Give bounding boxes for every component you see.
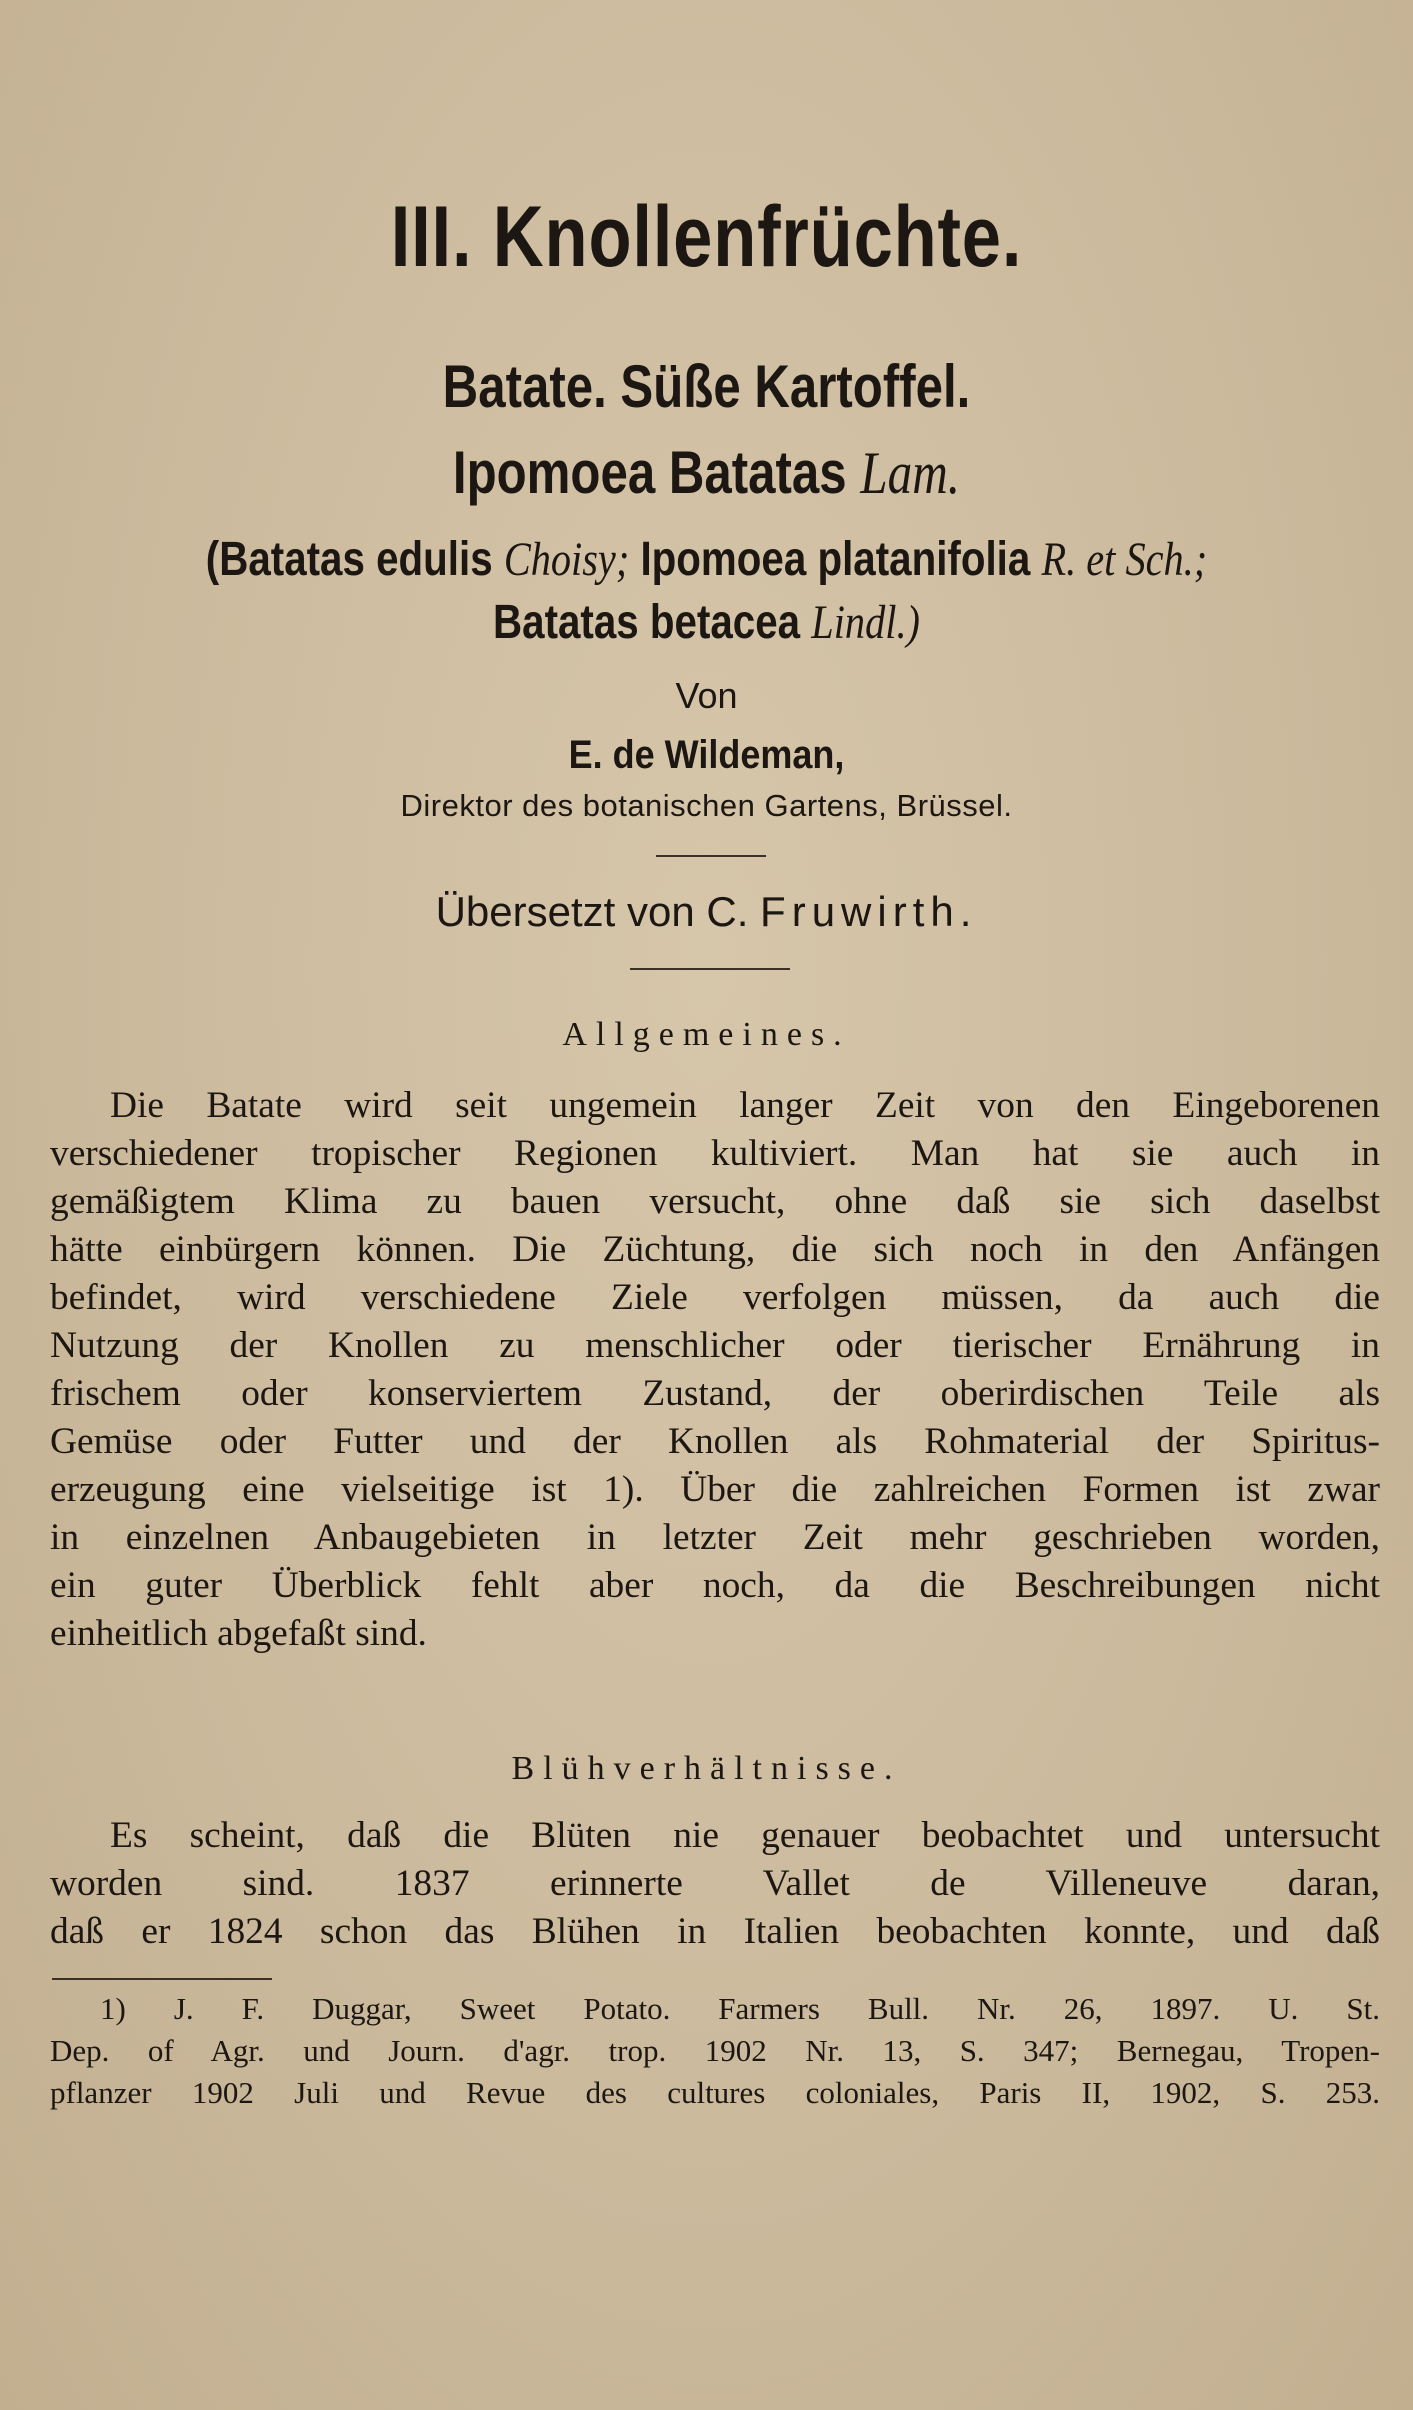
section-heading-allgemeines: Allgemeines. xyxy=(562,1016,851,1053)
subtitle-common-name: Batate. Süße Kartoffel. xyxy=(442,353,971,420)
author-name: E. de Wildeman, xyxy=(568,733,845,777)
text-line: Gemüse oder Futter und der Knollen als Rohmaterial der Spiritus- xyxy=(50,1421,1380,1462)
text-line: Es scheint, daß die Blüten nie genauer beobachtet und untersucht xyxy=(110,1815,1380,1856)
scientific-name: Ipomoea Batatas xyxy=(452,439,847,506)
paragraph-allgemeines xyxy=(50,1082,1380,1658)
footnote-line: pflanzer 1902 Juli und Revue des cultures coloniales, Paris II, 1902, S. 253. xyxy=(50,2075,1380,2110)
text-line: daß er 1824 schon das Blühen in Italien beobachten konnte, und daß xyxy=(50,1911,1380,1952)
text-line: in einzelnen Anbaugebieten in letzter Zeit mehr geschrieben worden, xyxy=(50,1517,1380,1558)
translator-prefix: Übersetzt von C. xyxy=(435,888,749,935)
translator-name: Fruwirth. xyxy=(760,888,978,935)
footnote-rule xyxy=(52,1978,272,1980)
paragraph-bluehverhaeltnisse xyxy=(50,1812,1380,1956)
section-heading-bluehverhaeltnisse: Blühverhältnisse. xyxy=(511,1750,902,1787)
text-line: gemäßigtem Klima zu bauen versucht, ohne daß sie sich daselbst xyxy=(50,1181,1380,1222)
synonyms-line-1 xyxy=(113,532,1300,587)
text-line: frischem oder konserviertem Zustand, der oberirdischen Teile als xyxy=(50,1373,1380,1414)
text-line: Die Batate wird seit ungemein langer Zeit von den Eingeborenen xyxy=(110,1085,1380,1126)
text-line: worden sind. 1837 erinnerte Vallet de Villeneuve daran, xyxy=(50,1863,1380,1904)
footnote xyxy=(50,1988,1380,2114)
subtitle-scientific-name xyxy=(127,438,1286,508)
synonym-2-author: R. et Sch.; xyxy=(1041,533,1208,586)
synonym-1-author: Choisy; xyxy=(503,533,630,586)
text-line: hätte einbürgern können. Die Züchtung, die sich noch in den Anfängen xyxy=(50,1229,1380,1270)
footnote-line: Dep. of Agr. und Journ. d'agr. trop. 1902 Nr. 13, S. 347; Bernegau, Tropen- xyxy=(50,2033,1380,2068)
text-line: ein guter Überblick fehlt aber noch, da die Beschreibungen nicht xyxy=(50,1565,1380,1606)
divider-rule xyxy=(656,855,766,857)
scientific-name-author: Lam. xyxy=(860,440,961,506)
divider-rule xyxy=(630,968,790,970)
synonym-3-author: Lindl.) xyxy=(811,596,920,649)
chapter-title: III. Knollenfrüchte. xyxy=(390,189,1023,285)
synonyms-line-2 xyxy=(113,595,1300,650)
text-line: erzeugung eine vielseitige ist 1). Über die zahlreichen Formen ist zwar xyxy=(50,1469,1380,1510)
synonym-2: Ipomoea platanifolia xyxy=(640,533,1031,586)
text-line: einheitlich abgefaßt sind. xyxy=(50,1613,427,1654)
translator-line xyxy=(0,888,1413,936)
synonym-1: (Batatas edulis xyxy=(205,533,493,586)
text-line: befindet, wird verschiedene Ziele verfolgen müssen, da auch die xyxy=(50,1277,1380,1318)
author-affiliation: Direktor des botanischen Gartens, Brüssel. xyxy=(400,788,1013,823)
synonym-3: Batatas betacea xyxy=(493,596,801,649)
by-label: Von xyxy=(675,675,738,716)
text-line: Nutzung der Knollen zu menschlicher oder tierischer Ernährung in xyxy=(50,1325,1380,1366)
footnote-line: 1) J. F. Duggar, Sweet Potato. Farmers Bull. Nr. 26, 1897. U. St. xyxy=(100,1991,1380,2026)
text-line: verschiedener tropischer Regionen kultiviert. Man hat sie auch in xyxy=(50,1133,1380,1174)
